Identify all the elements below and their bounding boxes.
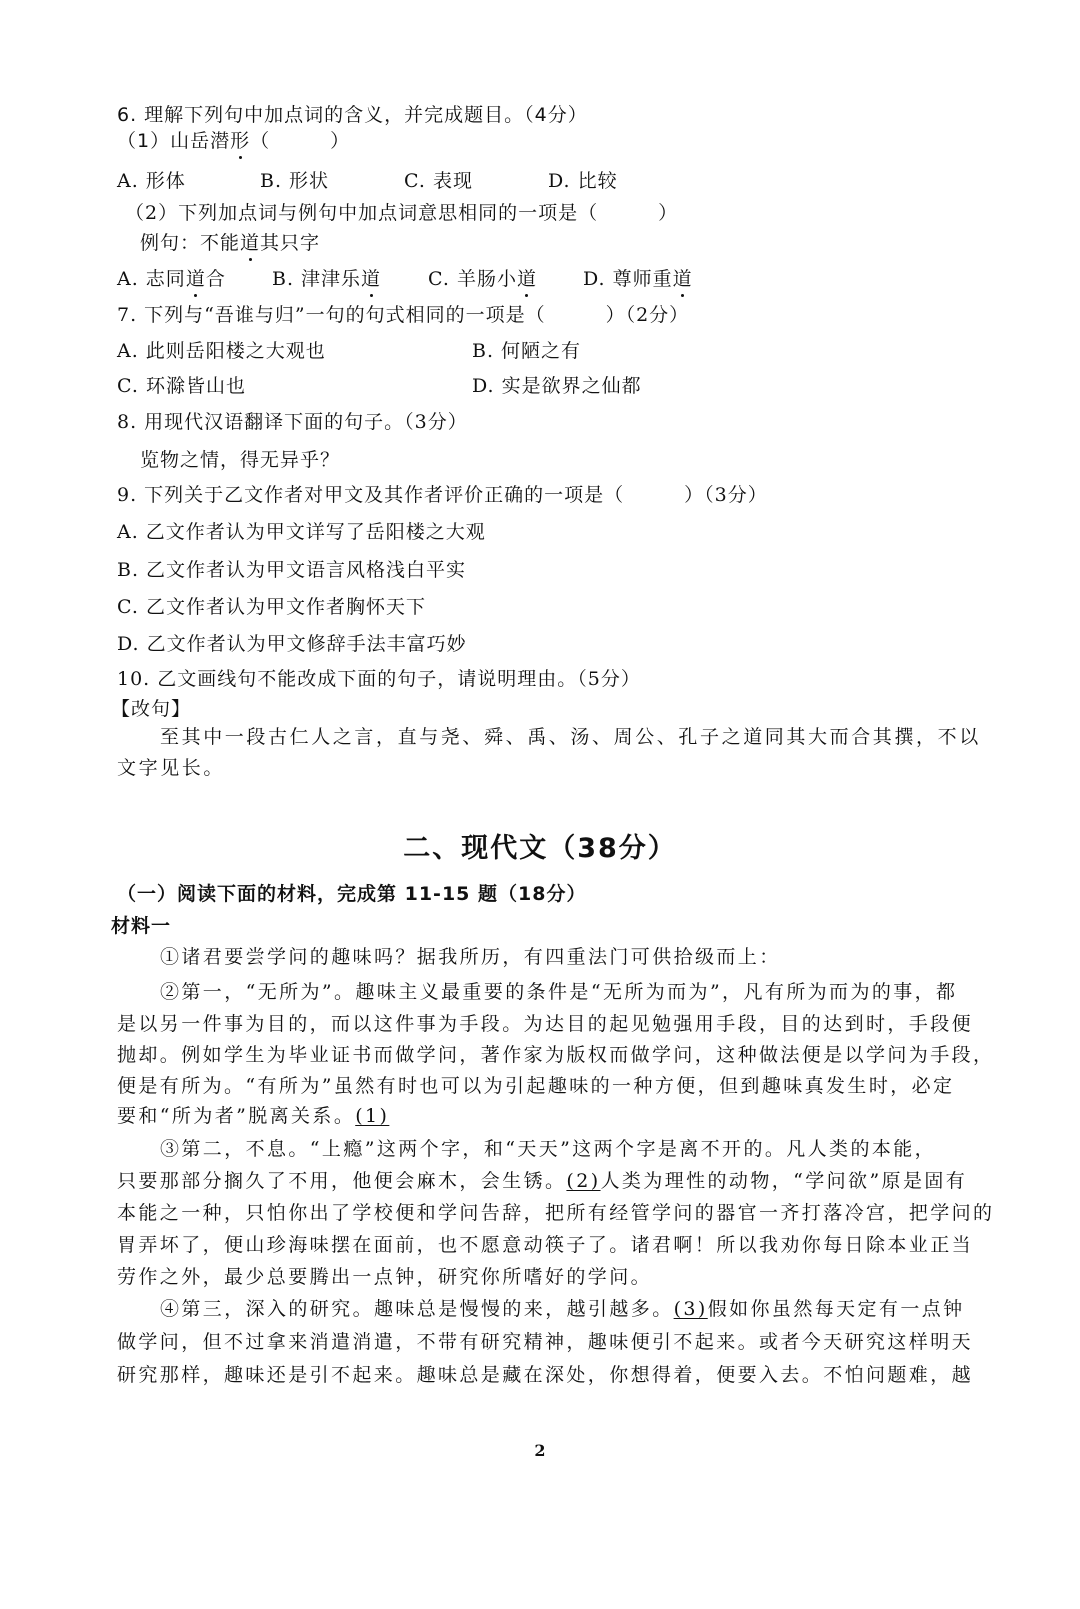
passage-p3-line-3: 本能之一种，只怕你出了学校便和学问告辞，把所有经管学问的器官一齐打落冷宫，把学问的 (117, 1202, 995, 1224)
q6-sub2-option-a (117, 270, 226, 289)
q7-stem: 7. 下列与“吾谁与归”一句的句式相同的一项是（ ）（2分） (117, 304, 690, 326)
passage-p3-line-2 (117, 1172, 967, 1191)
q6-example-post: 其只字 (260, 232, 321, 254)
passage-paragraph-1: ①诸君要尝学问的趣味吗？据我所历，有四重法门可供拾级而上： (160, 946, 781, 968)
q7-option-b: B. 何陋之有 (472, 340, 582, 362)
option-text: B. 津津乐 (272, 268, 362, 290)
dotted-word: 道 (516, 268, 537, 290)
q10-label: 【改句】 (111, 698, 192, 720)
q6-sub2-stem: （2）下列加点词与例句中加点词意思相同的一项是（ ） (125, 202, 679, 224)
passage-text: 只要那部分搁久了不用，他便会麻木，会生锈。 (117, 1170, 567, 1192)
q9-option-a: A. 乙文作者认为甲文详写了岳阳楼之大观 (117, 521, 486, 543)
option-text: D. 尊师重 (583, 268, 673, 290)
q6-sub2-option-b (272, 270, 381, 289)
subsection-heading: （一）阅读下面的材料，完成第 11-15 题（18分） (117, 883, 587, 905)
q6-sub1 (117, 132, 350, 151)
q9-option-b: B. 乙文作者认为甲文语言风格浅白平实 (117, 559, 467, 581)
q6-sub1-pre: （1）山岳潜 (117, 130, 231, 152)
q6-sub1-option-d: D. 比较 (548, 170, 618, 192)
dotted-word: 道 (672, 268, 693, 290)
passage-text: ④第三，深入的研究。趣味总是慢慢的来，越引越多。 (160, 1298, 674, 1320)
q6-sub2-option-d (583, 270, 693, 289)
q6-sub1-option-a: A. 形体 (117, 170, 186, 192)
blank-marker-1: (1) (355, 1105, 390, 1127)
section-title: 二、现代文（38分） (403, 833, 677, 864)
passage-p2-line-3: 抛却。例如学生为毕业证书而做学问，著作家为版权而做学问，这种做法便是以学问为手段， (117, 1044, 995, 1066)
dotted-word: 道 (185, 268, 206, 290)
q9-option-d: D. 乙文作者认为甲文修辞手法丰富巧妙 (117, 633, 467, 655)
q7-option-d: D. 实是欲界之仙都 (472, 375, 642, 397)
passage-p3-line-5: 劳作之外，最少总要腾出一点钟，研究你所嗜好的学问。 (117, 1266, 653, 1288)
q7-option-c: C. 环滁皆山也 (117, 375, 246, 397)
q9-option-c: C. 乙文作者认为甲文作者胸怀天下 (117, 596, 426, 618)
q6-example (140, 234, 320, 253)
passage-p4-line-1 (160, 1300, 965, 1319)
blank-marker-3: (3) (673, 1298, 708, 1320)
q10-revised-line-1: 至其中一段古仁人之言，直与尧、舜、禹、汤、周公、孔子之道同其大而合其撰，不以 (160, 726, 981, 748)
q10-stem: 10. 乙文画线句不能改成下面的句子，请说明理由。（5分） (117, 668, 641, 690)
material-label: 材料一 (111, 915, 172, 937)
q6-example-pre: 例句：不能 (140, 232, 241, 254)
q6-sub1-option-b: B. 形状 (260, 170, 330, 192)
passage-p4-line-2: 做学问，但不过拿来消遣消遣，不带有研究精神，趣味便引不起来。或者今天研究这样明天 (117, 1331, 974, 1353)
q8-stem: 8. 用现代汉语翻译下面的句子。（3分） (117, 411, 468, 433)
blank-marker-2: (2) (566, 1170, 601, 1192)
q9-stem: 9. 下列关于乙文作者对甲文及其作者评价正确的一项是（ ）（3分） (117, 484, 768, 506)
passage-p2-line-5 (117, 1107, 389, 1126)
passage-p3-line-1: ③第二，不息。“上瘾”这两个字，和“天天”这两个字是离不开的。凡人类的本能， (160, 1138, 937, 1160)
q6-sub1-blank: （ ） (250, 130, 351, 152)
q7-option-a: A. 此则岳阳楼之大观也 (117, 340, 326, 362)
passage-p2-line-1: ②第一，“无所为”。趣味主义最重要的条件是“无所为而为”，凡有所为而为的事，都 (160, 981, 958, 1003)
q10-revised-line-2: 文字见长。 (117, 757, 226, 779)
option-text: A. 志同 (117, 268, 186, 290)
passage-text: 人类为理性的动物，“学问欲”原是固有 (600, 1170, 968, 1192)
q6-sub1-option-c: C. 表现 (404, 170, 473, 192)
q6-sub2-option-c (428, 270, 537, 289)
option-text: C. 羊肠小 (428, 268, 517, 290)
passage-p4-line-3: 研究那样，趣味还是引不起来。趣味总是藏在深处，你想得着，便要入去。不怕问题难，越 (117, 1364, 974, 1386)
page-number: 2 (534, 1441, 546, 1460)
dotted-word: 道 (361, 268, 382, 290)
option-text: 合 (205, 268, 226, 290)
passage-p2-line-2: 是以另一件事为目的，而以这件事为手段。为达目的起见勉强用手段，目的达到时，手段便 (117, 1013, 974, 1035)
passage-p3-line-4: 胃弄坏了，便山珍海味摆在面前，也不愿意动筷子了。诸君啊！所以我劝你每日除本业正当 (117, 1234, 974, 1256)
q6-sub1-dotted-word: 形 (230, 130, 251, 152)
passage-p2-line-4: 便是有所为。“有所为”虽然有时也可以为引起趣味的一种方便，但到趣味真发生时，必定 (117, 1075, 955, 1097)
q6-stem: 6. 理解下列句中加点词的含义，并完成题目。（4分） (117, 104, 588, 126)
q8-sentence: 览物之情，得无异乎？ (140, 449, 341, 471)
passage-text: 要和“所为者”脱离关系。 (117, 1105, 356, 1127)
q6-example-dotted-word: 道 (240, 232, 261, 254)
passage-text: 假如你虽然每天定有一点钟 (707, 1298, 965, 1320)
